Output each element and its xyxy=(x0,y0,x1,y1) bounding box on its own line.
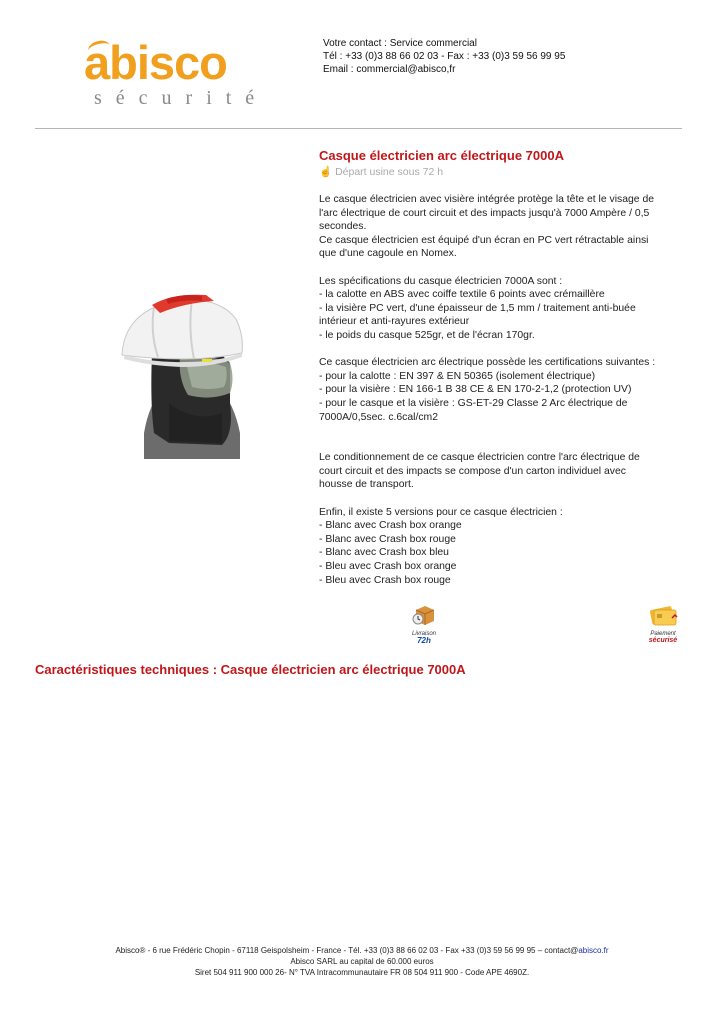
specs-line: - le poids du casque 525gr, et de l'écran 170gr. xyxy=(319,329,535,341)
payment-label: Paiement xyxy=(650,631,676,637)
versions-line: - Blanc avec Crash box orange xyxy=(319,520,462,532)
specs-line: intérieur et anti-rayures extérieur xyxy=(319,316,470,328)
description-line: l'arc électrique de court circuit et des impacts jusqu'à 7000 Ampère / 0,5 xyxy=(319,207,650,219)
product-description xyxy=(319,193,684,587)
footer-legal: Siret 504 911 900 000 26- N° TVA Intracommunautaire FR 08 504 911 900 - Code APE 4690Z. xyxy=(194,968,530,977)
packaging-line: housse de transport. xyxy=(319,479,414,491)
packaging-line: Le conditionnement de ce casque électricien contre l'arc électrique de xyxy=(319,452,640,464)
payment-value: sécurisé xyxy=(648,637,678,644)
description-line: Le casque électricien avec visière intégrée protège la tête et le visage de xyxy=(319,194,655,205)
specs-line: - la calotte en ABS avec coiffe textile 6 points avec crémaillère xyxy=(319,289,605,301)
description-line: Ce casque électricien est équipé d'un écran en PC vert rétractable ainsi xyxy=(319,234,649,246)
packaging-line: court circuit et des impacts se compose d'un carton individuel avec xyxy=(319,465,626,477)
contact-email: Email : commercial@abisco,fr xyxy=(323,64,456,75)
delivery-72h-badge xyxy=(407,604,441,644)
logo-wordmark: abisco xyxy=(84,36,227,89)
certification-line: - pour la calotte : EN 397 & EN 50365 (isolement électrique) xyxy=(319,370,596,382)
versions-line: - Bleu avec Crash box orange xyxy=(319,561,457,573)
certification-line: 7000A/0,5sec. c.6cal/cm2 xyxy=(319,411,438,423)
certification-line: - pour le casque et la visière : GS-ET-29 Classe 2 Arc électrique de xyxy=(319,397,628,409)
contact-service: Votre contact : Service commercial xyxy=(323,38,477,49)
versions-line: Enfin, il existe 5 versions pour ce casque électricien : xyxy=(319,506,563,518)
footer-website-link[interactable]: abisco.fr xyxy=(578,946,609,955)
delivery-label: Livraison xyxy=(411,631,436,637)
product-title: Casque électricien arc électrique 7000A xyxy=(319,148,564,163)
logo-tagline: sécurité xyxy=(94,87,269,109)
certification-line: Ce casque électricien arc électrique possède les certifications suivantes : xyxy=(319,357,656,369)
shipping-info xyxy=(319,165,443,178)
technical-specs-heading: Caractéristiques techniques : Casque électricien arc électrique 7000A xyxy=(35,662,466,677)
delivery-box-icon xyxy=(411,604,437,626)
versions-line: - Blanc avec Crash box bleu xyxy=(319,547,449,559)
contact-phone-fax: Tél : +33 (0)3 88 66 02 03 - Fax : +33 (0)3 59 56 99 95 xyxy=(323,51,566,62)
description-line: secondes. xyxy=(319,221,367,233)
secure-payment-badge xyxy=(643,606,683,642)
versions-line: - Bleu avec Crash box rouge xyxy=(319,574,451,586)
footer-address xyxy=(0,945,724,956)
header-divider xyxy=(35,128,682,129)
certification-line: - pour la visière : EN 166-1 B 38 CE & EN 170-2-1,2 (protection UV) xyxy=(319,384,632,396)
footer-address-text: Abisco® - 6 rue Frédéric Chopin - 67118 Geispolsheim - France - Tél. +33 (0)3 88 66 02 03 - Fax +33 (0)3 59 56 99 95 – contact@ xyxy=(115,946,579,955)
company-logo xyxy=(84,38,274,108)
pointing-hand-icon: ☝ xyxy=(319,166,333,178)
delivery-value: 72h xyxy=(417,636,431,645)
description-line: que d'une cagoule en Nomex. xyxy=(319,248,457,260)
page-footer xyxy=(0,945,724,978)
contact-block xyxy=(323,37,565,76)
specs-line: - la visière PC vert, d'une épaisseur de 1,5 mm / traitement anti-buée xyxy=(319,302,636,314)
shipping-label: Départ usine sous 72 h xyxy=(335,166,444,178)
specs-line: Les spécifications du casque électricien 7000A sont : xyxy=(319,275,563,287)
helmet-with-hood-icon xyxy=(114,283,270,459)
versions-line: - Blanc avec Crash box rouge xyxy=(319,533,456,545)
credit-card-icon xyxy=(648,606,678,626)
footer-capital: Abisco SARL au capital de 60.000 euros xyxy=(290,957,434,966)
